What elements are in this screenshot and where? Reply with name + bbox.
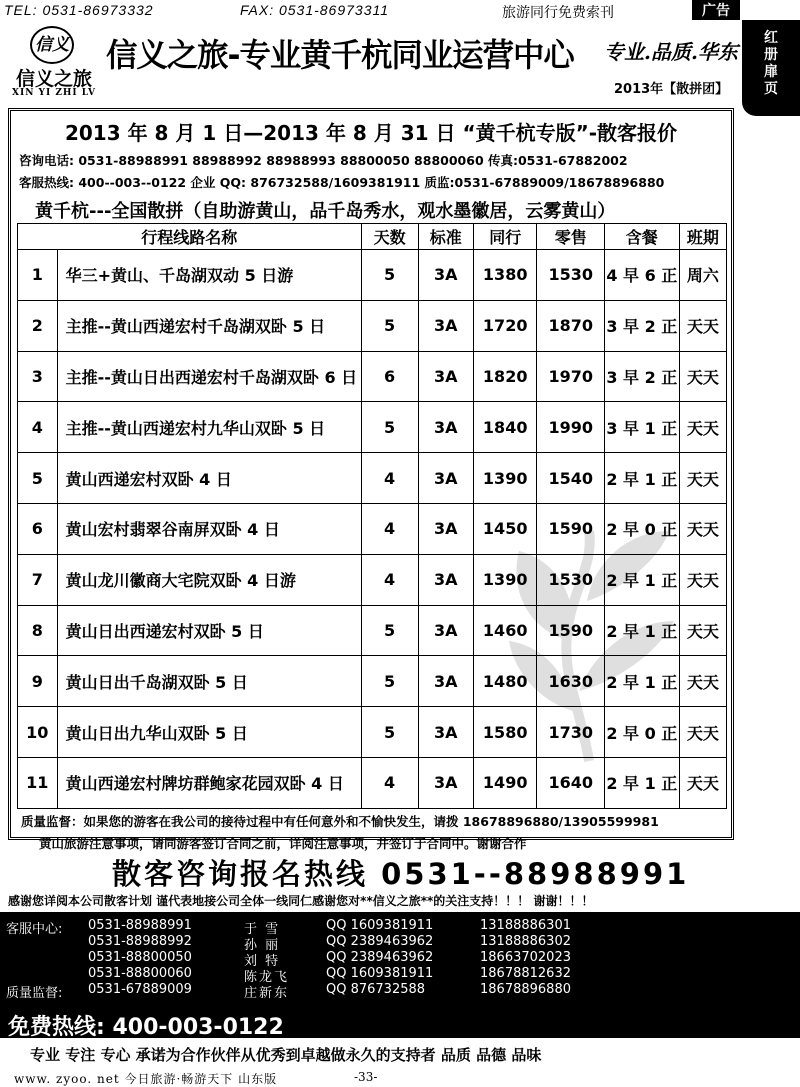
contact-phone: 0531-88800050 — [88, 950, 192, 965]
schedule-cell: 天天 — [679, 503, 726, 554]
section-title: 黄千杭---全国散拼（自助游黄山，品千岛秀水，观水墨徽居，云雾黄山） — [35, 201, 616, 222]
standard-cell: 3A — [418, 554, 473, 605]
booking-hotline: 散客咨询报名热线 0531--88988991 — [112, 857, 690, 891]
meals-cell: 2 早 1 正 — [604, 554, 679, 605]
retail-price-cell: 1640 — [537, 757, 604, 808]
schedule-cell: 天天 — [679, 300, 726, 351]
peer-price-cell: 1450 — [473, 503, 537, 554]
peer-price-cell: 1490 — [473, 757, 537, 808]
schedule-cell: 天天 — [679, 656, 726, 707]
days-cell: 5 — [361, 707, 418, 758]
retail-price-cell: 1970 — [537, 351, 604, 402]
contact-row — [0, 950, 800, 969]
table-row — [18, 757, 727, 808]
meals-cell: 2 早 0 正 — [604, 503, 679, 554]
contact-name: 陈龙飞 — [244, 970, 290, 985]
page-number: -33- — [354, 1070, 378, 1084]
peer-price-cell: 1580 — [473, 707, 537, 758]
contact-row — [0, 966, 800, 985]
contact-qq: QQ 2389463962 — [326, 934, 434, 949]
year-tag: 2013年【散拼团】 — [614, 82, 729, 97]
days-cell: 4 — [361, 503, 418, 554]
row-index-cell: 5 — [18, 453, 58, 504]
telephone-number: TEL: 0531-86973332 — [4, 2, 154, 18]
days-cell: 5 — [361, 605, 418, 656]
slogan: 专业.品质.华东 — [604, 40, 738, 64]
fax-number: FAX: 0531-86973311 — [240, 2, 390, 18]
meals-cell: 2 早 1 正 — [604, 757, 679, 808]
row-index-cell: 2 — [18, 300, 58, 351]
price-list-frame — [8, 108, 734, 851]
peer-price-cell: 1380 — [473, 250, 537, 301]
footer-site: www. zyoo. net 今日旅游·畅游天下 山东版 — [14, 1072, 278, 1086]
row-index-cell: 10 — [18, 707, 58, 758]
table-row — [18, 351, 727, 402]
retail-price-cell: 1730 — [537, 707, 604, 758]
standard-cell: 3A — [418, 757, 473, 808]
schedule-cell: 周六 — [679, 250, 726, 301]
contact-row — [0, 918, 800, 937]
table-row — [18, 605, 727, 656]
contact-label: 质量监督: — [6, 986, 63, 1001]
col-standard: 标准 — [418, 224, 473, 250]
inquiry-phones: 咨询电话: 0531-88988991 88988992 88988993 88800050 88800060 传真:0531-67882002 — [19, 153, 628, 168]
contact-mobile: 13188886301 — [480, 918, 571, 933]
table-row — [18, 250, 727, 301]
peer-price-cell: 1460 — [473, 605, 537, 656]
quote-title: 2013 年 8 月 1 日—2013 年 8 月 31 日 “黄千杭专版”-散客报价 — [64, 121, 678, 145]
logo-pinyin: XIN YI ZHI LV — [12, 88, 96, 98]
schedule-cell: 天天 — [679, 757, 726, 808]
table-row — [18, 554, 727, 605]
peer-price-cell: 1480 — [473, 656, 537, 707]
meals-cell: 2 早 1 正 — [604, 605, 679, 656]
table-row — [18, 402, 727, 453]
schedule-cell: 天天 — [679, 605, 726, 656]
row-index-cell: 1 — [18, 250, 58, 301]
meals-cell: 3 早 2 正 — [604, 351, 679, 402]
contact-name: 于 雪 — [244, 922, 281, 937]
meals-cell: 3 早 1 正 — [604, 402, 679, 453]
contact-name: 孙 丽 — [244, 938, 281, 953]
table-row — [18, 503, 727, 554]
meals-cell: 2 早 1 正 — [604, 656, 679, 707]
contact-mobile: 13188886302 — [480, 934, 571, 949]
schedule-cell: 天天 — [679, 402, 726, 453]
peer-price-cell: 1720 — [473, 300, 537, 351]
col-route: 行程线路名称 — [18, 224, 362, 250]
days-cell: 5 — [361, 656, 418, 707]
retail-price-cell: 1530 — [537, 250, 604, 301]
route-price-table — [17, 223, 727, 809]
table-row — [18, 453, 727, 504]
row-index-cell: 6 — [18, 503, 58, 554]
route-name-cell: 主推--黄山西递宏村千岛湖双卧 5 日 — [57, 300, 361, 351]
meals-cell: 2 早 1 正 — [604, 453, 679, 504]
col-schedule: 班期 — [679, 224, 726, 250]
row-index-cell: 7 — [18, 554, 58, 605]
contact-name: 庄新东 — [244, 986, 290, 1001]
contact-row — [0, 982, 800, 1001]
quality-line: 质量监督：如果您的游客在我公司的接待过程中有任何意外和不愉快发生，请拨 18678896880/13905599981 — [21, 814, 659, 829]
route-name-cell: 华三+黄山、千岛湖双动 5 日游 — [57, 250, 361, 301]
page-header — [0, 20, 742, 106]
service-hotline-line: 客服热线: 400--003--0122 企业 QQ: 876732588/1609381911 质监:0531-67889009/18678896880 — [19, 175, 665, 190]
contact-phone: 0531-88988992 — [88, 934, 192, 949]
table-row — [18, 707, 727, 758]
row-index-cell: 3 — [18, 351, 58, 402]
retail-price-cell: 1530 — [537, 554, 604, 605]
contact-mobile: 18678896880 — [480, 982, 571, 997]
standard-cell: 3A — [418, 707, 473, 758]
schedule-cell: 天天 — [679, 554, 726, 605]
free-index-note: 旅游同行免费索刊 — [502, 5, 614, 21]
meals-cell: 3 早 2 正 — [604, 300, 679, 351]
days-cell: 4 — [361, 554, 418, 605]
peer-price-cell: 1390 — [473, 453, 537, 504]
side-tab-char: 册 — [764, 47, 778, 63]
retail-price-cell: 1870 — [537, 300, 604, 351]
side-tab-char: 红 — [764, 30, 778, 46]
standard-cell: 3A — [418, 503, 473, 554]
standard-cell: 3A — [418, 250, 473, 301]
days-cell: 4 — [361, 757, 418, 808]
side-tab-char: 页 — [764, 81, 778, 97]
retail-price-cell: 1630 — [537, 656, 604, 707]
contact-row — [0, 934, 800, 953]
route-name-cell: 黄山西递宏村牌坊群鲍家花园双卧 4 日 — [57, 757, 361, 808]
days-cell: 5 — [361, 402, 418, 453]
free-hotline: 免费热线: 400-003-0122 — [8, 1015, 284, 1040]
contact-qq: QQ 876732588 — [326, 982, 426, 997]
retail-price-cell: 1590 — [537, 503, 604, 554]
side-tab-char: 扉 — [764, 64, 778, 80]
contact-phone: 0531-88800060 — [88, 966, 192, 981]
peer-price-cell: 1840 — [473, 402, 537, 453]
table-row — [18, 300, 727, 351]
route-name-cell: 主推--黄山西递宏村九华山双卧 5 日 — [57, 402, 361, 453]
days-cell: 4 — [361, 453, 418, 504]
standard-cell: 3A — [418, 656, 473, 707]
logo-mark: 信义 — [30, 26, 74, 64]
days-cell: 5 — [361, 300, 418, 351]
contact-phone: 0531-67889009 — [88, 982, 192, 997]
row-index-cell: 9 — [18, 656, 58, 707]
section-side-tab — [742, 20, 800, 116]
schedule-cell: 天天 — [679, 351, 726, 402]
contact-mobile: 18663702023 — [480, 950, 571, 965]
route-name-cell: 黄山西递宏村双卧 4 日 — [57, 453, 361, 504]
standard-cell: 3A — [418, 300, 473, 351]
contact-qq: QQ 1609381911 — [326, 918, 434, 933]
contact-label: 客服中心: — [6, 922, 63, 937]
top-info-bar — [0, 0, 800, 20]
route-name-cell: 黄山日出千岛湖双卧 5 日 — [57, 656, 361, 707]
contact-name: 刘 特 — [244, 954, 281, 969]
col-retail-price: 零售 — [537, 224, 604, 250]
col-meals: 含餐 — [604, 224, 679, 250]
retail-price-cell: 1990 — [537, 402, 604, 453]
standard-cell: 3A — [418, 351, 473, 402]
peer-price-cell: 1820 — [473, 351, 537, 402]
route-name-cell: 黄山日出九华山双卧 5 日 — [57, 707, 361, 758]
col-days: 天数 — [361, 224, 418, 250]
meals-cell: 2 早 0 正 — [604, 707, 679, 758]
standard-cell: 3A — [418, 402, 473, 453]
row-index-cell: 11 — [18, 757, 58, 808]
meals-cell: 4 早 6 正 — [604, 250, 679, 301]
col-peer-price: 同行 — [473, 224, 537, 250]
route-name-cell: 黄山日出西递宏村双卧 5 日 — [57, 605, 361, 656]
standard-cell: 3A — [418, 605, 473, 656]
route-name-cell: 主推--黄山日出西递宏村千岛湖双卧 6 日 — [57, 351, 361, 402]
notice-line: 黄山旅游注意事项，请同游客签订合同之前，详阅注意事项，并签订于合同中。谢谢合作 — [39, 836, 527, 851]
standard-cell: 3A — [418, 453, 473, 504]
contact-qq: QQ 2389463962 — [326, 950, 434, 965]
route-name-cell: 黄山龙川徽商大宅院双卧 4 日游 — [57, 554, 361, 605]
table-row — [18, 656, 727, 707]
retail-price-cell: 1540 — [537, 453, 604, 504]
schedule-cell: 天天 — [679, 707, 726, 758]
contact-mobile: 18678812632 — [480, 966, 571, 981]
quality-supervision — [21, 811, 659, 855]
days-cell: 5 — [361, 250, 418, 301]
schedule-cell: 天天 — [679, 453, 726, 504]
route-name-cell: 黄山宏村翡翠谷南屏双卧 4 日 — [57, 503, 361, 554]
table-header-row — [18, 224, 727, 250]
ad-badge: 广告 — [692, 0, 740, 20]
contact-qq: QQ 1609381911 — [326, 966, 434, 981]
retail-price-cell: 1590 — [537, 605, 604, 656]
logo-name: 信义之旅 — [15, 68, 92, 90]
contact-phone: 0531-88988991 — [88, 918, 192, 933]
peer-price-cell: 1390 — [473, 554, 537, 605]
row-index-cell: 4 — [18, 402, 58, 453]
page-title: 信义之旅-专业黄千杭同业运营中心 — [106, 36, 574, 74]
brand-promise: 专业 专注 专心 承诺为合作伙伴从优秀到卓越做永久的支持者 品质 品德 品味 — [30, 1046, 542, 1064]
thanks-note: 感谢您详阅本公司散客计划 谨代表地接公司全体一线同仁感谢您对**信义之旅**的关注支持！！！ 谢谢！！！ — [8, 894, 594, 908]
days-cell: 6 — [361, 351, 418, 402]
row-index-cell: 8 — [18, 605, 58, 656]
